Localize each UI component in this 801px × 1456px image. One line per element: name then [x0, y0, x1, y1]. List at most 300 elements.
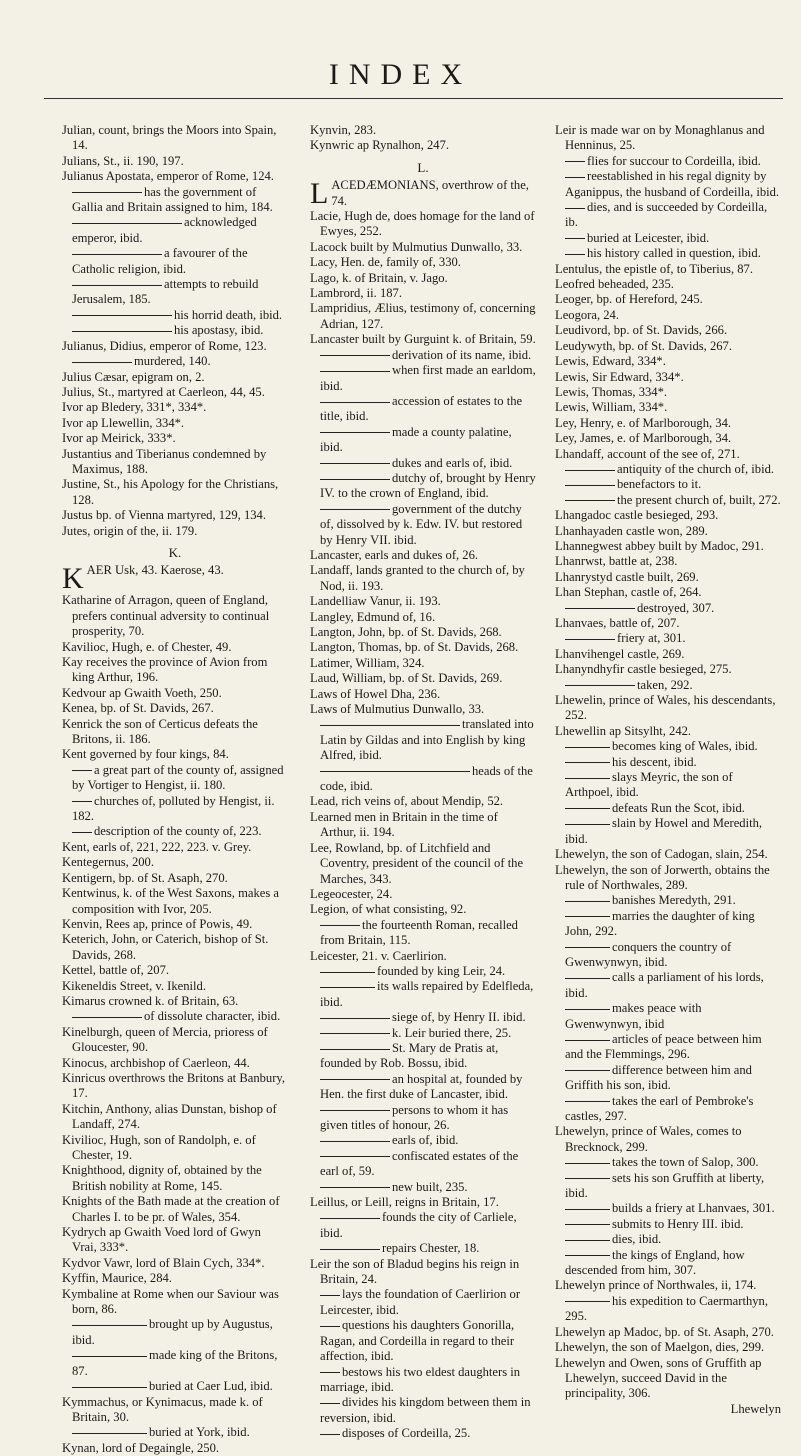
index-entry: Lhandaff, account of the see of, 271.	[555, 446, 740, 461]
entry-text: divides his kingdom between them in reversion, ibid.	[320, 1395, 531, 1425]
entry-text: description of the county of, 223.	[94, 824, 262, 839]
index-entry: Lewis, Edward, 334*.	[555, 354, 666, 369]
index-entry: Knighthood, dignity of, obtained by the British nobility at Rome, 145.	[62, 1163, 262, 1193]
ditto-rule	[565, 1224, 610, 1225]
ditto-rule	[72, 1017, 142, 1018]
index-entry: Leillus, or Leill, reigns in Britain, 17.	[310, 1195, 499, 1210]
ditto-rule	[320, 1326, 340, 1327]
entry-text: persons to whom it has given titles of honour, 26.	[320, 1102, 509, 1132]
index-entry: Lhewelyn and Owen, sons of Gruffith ap Lhewelyn, succeed David in the principality, 306.	[555, 1355, 762, 1401]
index-entry: Lhan Stephan, castle of, 264.	[555, 585, 702, 600]
index-subentry	[310, 1180, 536, 1195]
index-title: INDEX	[328, 58, 473, 91]
entry-text: defeats Run the Scot, ibid.	[612, 800, 745, 815]
index-entry: Leicester, 21. v. Caerlirion.	[310, 948, 447, 963]
index-entry: Laws of Mulmutius Dunwallo, 33.	[310, 702, 485, 717]
index-entry: Kimarus crowned k. of Britain, 63.	[62, 993, 239, 1008]
index-subentry	[555, 1155, 781, 1170]
entry-text: his descent, ibid.	[612, 754, 697, 769]
ditto-rule	[565, 1240, 610, 1241]
ditto-rule	[72, 832, 92, 833]
index-entry: Kentwinus, k. of the West Saxons, makes a composition with Ivor, 205.	[62, 886, 280, 916]
index-entry: Lentulus, the epistle of, to Tiberius, 87.	[555, 261, 753, 276]
ditto-rule	[320, 1049, 390, 1050]
index-entry: Lacy, Hen. de, family of, 330.	[310, 255, 461, 270]
entry-text: slain by Howel and Meredith, ibid.	[565, 816, 763, 846]
index-subentry	[310, 1318, 536, 1364]
ditto-rule	[320, 1156, 390, 1157]
entry-text: of dissolute character, ibid.	[144, 1009, 281, 1024]
index-subentry	[555, 169, 781, 200]
header-rule	[44, 98, 783, 99]
index-subentry	[555, 1094, 781, 1125]
entry-text: attempts to rebuild Jerusalem, 185.	[72, 277, 259, 307]
index-entry: Kentegernus, 200.	[62, 855, 154, 870]
index-subentry	[62, 246, 288, 277]
ditto-rule	[565, 808, 610, 809]
index-entry: Kyffin, Maurice, 284.	[62, 1271, 172, 1286]
index-subentry	[62, 308, 288, 323]
entry-text: derivation of its name, ibid.	[392, 347, 532, 362]
index-entry	[62, 562, 288, 596]
index-entry: Lewis, William, 334*.	[555, 400, 668, 415]
index-entry: Lhanvaes, battle of, 207.	[555, 616, 680, 630]
entry-text: new built, 235.	[392, 1179, 468, 1194]
index-subentry	[62, 824, 288, 839]
entry-text: dies, and is succeeded by Cordeilla, ib.	[565, 200, 768, 230]
catchword: Lhewelyn	[730, 1401, 781, 1416]
index-subentry	[555, 601, 781, 616]
index-entry: Kavilioc, Hugh, e. of Chester, 49.	[62, 639, 232, 654]
entry-text: made a county palatine, ibid.	[320, 424, 512, 455]
index-entry: Julians, St., ii. 190, 197.	[62, 153, 184, 168]
ditto-rule	[565, 762, 610, 763]
index-subentry	[310, 394, 536, 425]
index-entry: Lhanhayaden castle won, 289.	[555, 523, 708, 538]
entry-text: accession of estates to the title, ibid.	[320, 393, 523, 424]
ditto-rule	[72, 1356, 147, 1357]
entry-text: St. Mary de Pratis at, founded by Rob. Bossu, ibid.	[320, 1040, 499, 1071]
index-entry: Leoger, bp. of Hereford, 245.	[555, 292, 703, 307]
index-subentry	[310, 348, 536, 363]
index-subentry	[555, 755, 781, 770]
ditto-rule	[320, 1218, 380, 1219]
entry-text: when first made an earldom, ibid.	[320, 363, 536, 393]
index-entry: Langley, Edmund of, 16.	[310, 609, 436, 624]
index-entry: Kinricus overthrows the Britons at Banbury, 17.	[62, 1070, 286, 1101]
index-subentry	[555, 801, 781, 816]
index-entry: Kynvin, 283.	[310, 123, 377, 137]
entry-text: translated into Latin by Gildas and into English by king Alfred, ibid.	[320, 717, 534, 763]
index-subentry	[62, 1317, 288, 1348]
index-entry: Ivor ap Bledery, 331*, 334*.	[62, 400, 207, 415]
ditto-rule	[565, 778, 610, 779]
ditto-rule	[72, 254, 162, 255]
ditto-rule	[565, 1163, 610, 1164]
index-subentry	[310, 363, 536, 394]
ditto-rule	[320, 1079, 390, 1080]
entry-text: builds a friery at Lhanvaes, 301.	[612, 1201, 775, 1216]
entry-text: antiquity of the church of, ibid.	[617, 461, 775, 476]
ditto-rule	[565, 685, 635, 686]
index-entry: Ley, James, e. of Marlborough, 34.	[555, 431, 732, 446]
index-column-3	[555, 123, 781, 1416]
ditto-rule	[72, 285, 162, 286]
index-entry: Leudivord, bp. of St. Davids, 266.	[555, 323, 728, 338]
index-subentry	[310, 1241, 536, 1256]
index-entry: Kent governed by four kings, 84.	[62, 747, 229, 762]
ditto-rule	[565, 1301, 610, 1302]
index-subentry	[555, 739, 781, 754]
ditto-rule	[320, 355, 390, 356]
entry-text: takes the earl of Pembroke's castles, 297.	[565, 1093, 754, 1123]
entry-text: the fourteenth Roman, recalled from Britain, 115.	[320, 917, 518, 948]
ditto-rule	[320, 925, 360, 926]
ditto-rule	[320, 1249, 380, 1250]
index-subentry	[555, 1294, 781, 1325]
entry-text: dukes and earls of, ibid.	[392, 455, 513, 470]
index-subentry	[555, 940, 781, 971]
ditto-rule	[565, 978, 610, 979]
index-entry: Kenrick the son of Certicus defeats the Britons, ii. 186.	[62, 716, 258, 747]
index-subentry	[310, 1072, 536, 1103]
entry-text: the present church of, built, 272.	[617, 492, 781, 507]
ditto-rule	[320, 371, 390, 372]
index-subentry	[555, 1171, 781, 1202]
ditto-rule	[320, 987, 375, 988]
entry-text: lays the foundation of Caerlirion or Leircester, ibid.	[320, 1287, 521, 1317]
ditto-rule	[320, 1295, 340, 1296]
index-entry: Leogora, 24.	[555, 307, 619, 322]
index-subentry	[555, 246, 781, 261]
index-subentry	[310, 502, 536, 548]
ditto-rule	[320, 1033, 390, 1034]
entry-text: the kings of England, how descended from him, 307.	[565, 1247, 745, 1278]
ditto-rule	[565, 500, 615, 501]
entry-text: benefactors to it.	[617, 477, 702, 492]
entry-text: brought up by Augustus, ibid.	[72, 1317, 273, 1347]
entry-text: takes the town of Salop, 300.	[612, 1155, 759, 1170]
index-subentry	[310, 1026, 536, 1041]
ditto-rule	[72, 801, 92, 802]
index-entry: Laws of Howel Dha, 236.	[310, 686, 441, 701]
index-subentry	[310, 1395, 536, 1426]
entry-text: conquers the country of Gwenwynwyn, ibid.	[565, 939, 732, 969]
entry-text: his expedition to Caermarthyn, 295.	[565, 1293, 768, 1324]
index-entry: Leir is made war on by Monaghlanus and Henninus, 25.	[555, 123, 765, 153]
index-subentry	[555, 909, 781, 940]
index-subentry	[555, 462, 781, 477]
entry-text: acknowledged emperor, ibid.	[72, 215, 257, 245]
index-entry: Lancaster built by Gurguint k. of Britain, 59.	[310, 332, 536, 347]
entry-text: disposes of Cordeilla, 25.	[342, 1426, 471, 1441]
ditto-rule	[565, 916, 610, 917]
index-entry: Kinocus, archbishop of Caerleon, 44.	[62, 1055, 250, 1070]
index-entry: Lacock built by Mulmutius Dunwallo, 33.	[310, 239, 523, 254]
index-subentry	[310, 456, 536, 471]
index-subentry	[62, 1009, 288, 1024]
index-subentry	[310, 764, 536, 795]
index-subentry	[555, 1217, 781, 1232]
drop-cap: K	[62, 562, 84, 596]
index-entry: Julian, count, brings the Moors into Spain, 14.	[62, 123, 277, 153]
index-subentry	[310, 425, 536, 456]
index-entry: Latimer, William, 324.	[310, 655, 425, 670]
index-entry: Kenea, bp. of St. Davids, 267.	[62, 701, 214, 716]
index-subentry	[62, 794, 288, 825]
index-entry: Ley, Henry, e. of Marlborough, 34.	[555, 415, 732, 430]
index-subentry	[555, 1248, 781, 1279]
entry-text: his history called in question, ibid.	[587, 246, 761, 261]
entry-text: government of the dutchy of, dissolved by k. Edw. IV. but restored by Henry VII. ibid.	[320, 501, 523, 547]
entry-text: marries the daughter of king John, 292.	[565, 908, 755, 939]
index-subentry	[555, 200, 781, 231]
ditto-rule	[320, 1434, 340, 1435]
index-entry: Learned men in Britain in the time of Arthur, ii. 194.	[310, 809, 498, 840]
index-entry: Lhewellin ap Sitsylht, 242.	[555, 723, 692, 738]
entry-text: sets his son Gruffith at liberty, ibid.	[565, 1170, 765, 1201]
index-subentry	[310, 1133, 536, 1148]
index-entry: Lead, rich veins of, about Mendip, 52.	[310, 794, 504, 809]
ditto-rule	[565, 485, 615, 486]
index-entry: Kymmachus, or Kynimacus, made k. of Britain, 30.	[62, 1394, 263, 1424]
index-entry: Lhangadoc castle besieged, 293.	[555, 508, 719, 523]
index-subentry	[555, 970, 781, 1001]
ditto-rule	[565, 639, 615, 640]
entry-text: ACEDÆMONIANS, overthrow of the, 74.	[331, 178, 529, 208]
ditto-rule	[565, 824, 610, 825]
ditto-rule	[72, 223, 182, 224]
entry-text: siege of, by Henry II. ibid.	[392, 1010, 526, 1025]
index-subentry	[555, 1032, 781, 1063]
index-subentry	[62, 763, 288, 794]
ditto-rule	[565, 1178, 610, 1179]
index-subentry	[555, 631, 781, 646]
ditto-rule	[320, 1403, 340, 1404]
index-entry: Julianus, Didius, emperor of Rome, 123.	[62, 338, 267, 353]
index-entry: Lhanvihengel castle, 269.	[555, 646, 685, 661]
entry-text: calls a parliament of his lords, ibid.	[565, 970, 764, 1000]
ditto-rule	[72, 1433, 147, 1434]
ditto-rule	[565, 1255, 610, 1256]
ditto-rule	[565, 1101, 610, 1102]
index-entry: Laud, William, bp. of St. Davids, 269.	[310, 671, 503, 686]
entry-text: murdered, 140.	[134, 354, 211, 369]
index-subentry	[555, 1232, 781, 1247]
ditto-rule	[72, 1325, 147, 1326]
index-entry: Kynan, lord of Degaingle, 250.	[62, 1440, 220, 1455]
index-entry: Lhewelyn prince of Northwales, ii, 174.	[555, 1278, 757, 1293]
entry-text: dies, ibid.	[612, 1232, 662, 1247]
index-entry: Lampridius, Ælius, testimony of, concerning Adrian, 127.	[310, 301, 536, 331]
index-entry: Justantius and Tiberianus condemned by Maximus, 188.	[62, 446, 267, 476]
index-entry: Lewis, Thomas, 334*.	[555, 384, 668, 399]
index-subentry	[555, 477, 781, 492]
index-entry: Kent, earls of, 221, 222, 223. v. Grey.	[62, 839, 252, 854]
entry-text: banishes Meredyth, 291.	[612, 893, 736, 908]
index-subentry	[555, 1201, 781, 1216]
entry-text: difference between him and Griffith his son, ibid.	[565, 1062, 752, 1093]
ditto-rule	[565, 608, 635, 609]
index-subentry	[310, 717, 536, 763]
index-entry: Julianus Apostata, emperor of Rome, 124.	[62, 169, 274, 184]
index-entry: Kymbaline at Rome when our Saviour was born, 86.	[62, 1286, 279, 1317]
entry-text: articles of peace between him and the Flemmings, 296.	[565, 1031, 762, 1062]
index-entry: Legion, of what consisting, 92.	[310, 902, 467, 917]
index-subentry	[310, 1365, 536, 1396]
index-subentry	[555, 678, 781, 693]
index-entry: Legeocester, 24.	[310, 886, 393, 901]
index-subentry	[555, 1063, 781, 1094]
index-entry: Kikeneldis Street, v. Ikenild.	[62, 978, 206, 993]
index-entry: Justus bp. of Vienna martyred, 129, 134.	[62, 508, 266, 523]
index-entry: Lhanrystyd castle built, 269.	[555, 569, 699, 584]
ditto-rule	[565, 1040, 610, 1041]
entry-text: repairs Chester, 18.	[382, 1241, 480, 1256]
ditto-rule	[72, 331, 172, 332]
index-subentry	[310, 979, 536, 1010]
index-subentry	[310, 1210, 536, 1241]
ditto-rule	[72, 315, 172, 316]
entry-text: becomes king of Wales, ibid.	[612, 739, 758, 754]
index-subentry	[555, 1001, 781, 1032]
ditto-rule	[565, 208, 585, 209]
entry-text: k. Leir buried there, 25.	[392, 1025, 512, 1040]
entry-text: confiscated estates of the earl of, 59.	[320, 1148, 519, 1179]
index-subentry	[555, 816, 781, 847]
entry-text: dutchy of, brought by Henry IV. to the crown of England, ibid.	[320, 470, 536, 501]
entry-text: slays Meyric, the son of Arthpoel, ibid.	[565, 770, 733, 800]
index-subentry	[555, 770, 781, 801]
entry-text: flies for succour to Cordeilla, ibid.	[587, 153, 761, 168]
index-entry: Leudywyth, bp. of St. Davids, 267.	[555, 338, 733, 353]
ditto-rule	[565, 1070, 610, 1071]
ditto-rule	[320, 479, 390, 480]
section-letter: K.	[168, 544, 182, 560]
index-entry: Lancaster, earls and dukes of, 26.	[310, 547, 479, 562]
ditto-rule	[320, 725, 460, 726]
index-subentry	[62, 1425, 288, 1440]
index-entry: Kenvin, Rees ap, prince of Powis, 49.	[62, 916, 253, 931]
ditto-rule	[72, 770, 92, 771]
index-entry: Justine, St., his Apology for the Christians, 128.	[62, 477, 279, 507]
entry-text: his apostasy, ibid.	[174, 323, 264, 338]
index-entry: Lee, Rowland, bp. of Litchfield and Coventry, president of the council of the Marches, 343.	[310, 840, 524, 886]
ditto-rule	[320, 402, 390, 403]
index-subentry	[310, 471, 536, 502]
ditto-rule	[320, 1018, 390, 1019]
ditto-rule	[320, 1141, 390, 1142]
ditto-rule	[565, 1009, 610, 1010]
entry-text: friery at, 301.	[617, 631, 686, 646]
drop-cap: L	[310, 177, 329, 211]
index-entry: Knights of the Bath made at the creation of Charles I. to be pr. of Wales, 354.	[62, 1194, 280, 1224]
entry-text: makes peace with Gwenwynwyn, ibid	[565, 1001, 702, 1031]
index-column-2	[310, 123, 536, 1441]
ditto-rule	[565, 901, 610, 902]
entry-text: taken, 292.	[637, 677, 693, 692]
ditto-rule	[72, 362, 132, 363]
index-entry: Jutes, origin of the, ii. 179.	[62, 523, 198, 538]
index-entry: Lhewelyn, the son of Jorwerth, obtains the rule of Northwales, 289.	[555, 862, 770, 892]
ditto-rule	[565, 238, 585, 239]
ditto-rule	[72, 1387, 147, 1388]
ditto-rule	[565, 1209, 610, 1210]
section-letter: L.	[417, 159, 429, 175]
index-subentry	[310, 1010, 536, 1025]
index-entry: Keterich, John, or Caterich, bishop of St. Davids, 268.	[62, 932, 269, 962]
entry-text: bestows his two eldest daughters in marriage, ibid.	[320, 1364, 521, 1394]
ditto-rule	[320, 463, 390, 464]
index-subentry	[555, 493, 781, 508]
index-subentry	[310, 1426, 536, 1441]
entry-text: an hospital at, founded by Hen. the first duke of Lancaster, ibid.	[320, 1071, 523, 1102]
index-entry	[310, 178, 536, 209]
index-entry: Julius, St., martyred at Caerleon, 44, 45.	[62, 384, 265, 399]
index-entry: Kydrych ap Gwaith Voed lord of Gwyn Vrai, 333*.	[62, 1225, 261, 1255]
entry-text: earls of, ibid.	[392, 1133, 459, 1148]
index-entry: Julius Cæsar, epigram on, 2.	[62, 369, 205, 384]
ditto-rule	[565, 254, 585, 255]
index-subentry	[310, 918, 536, 949]
entry-text: has the government of Gallia and Britain assigned to him, 184.	[72, 184, 273, 215]
index-subentry	[555, 231, 781, 246]
index-subentry	[310, 964, 536, 979]
index-subentry	[555, 154, 781, 169]
ditto-rule	[320, 771, 470, 772]
entry-text: founded by king Leir, 24.	[377, 963, 506, 978]
index-entry: Lhewelyn, the son of Cadogan, slain, 254.	[555, 847, 768, 862]
index-entry: Kynwric ap Rynalhon, 247.	[310, 138, 450, 153]
entry-text: buried at York, ibid.	[149, 1425, 250, 1440]
index-entry: Katharine of Arragon, queen of England, prefers continual adversity to continual prosperity, 70.	[62, 593, 270, 639]
index-subentry	[62, 1348, 288, 1379]
index-entry: Ivor ap Meirick, 333*.	[62, 431, 176, 446]
index-entry: Kay receives the province of Avion from king Arthur, 196.	[62, 655, 268, 685]
index-column-1	[62, 123, 288, 1455]
index-entry: Lambrord, ii. 187.	[310, 286, 402, 301]
entry-text: a great part of the county of, assigned by Vortiger to Hengist, ii. 180.	[72, 762, 284, 793]
index-entry: Kitchin, Anthony, alias Dunstan, bishop of Landaff, 274.	[62, 1101, 277, 1132]
index-entry: Langton, John, bp. of St. Davids, 268.	[310, 625, 502, 639]
entry-text: founds the city of Carliele, ibid.	[320, 1210, 517, 1240]
index-subentry	[310, 1287, 536, 1318]
ditto-rule	[320, 1110, 390, 1111]
entry-text: questions his daughters Gonorilla, Ragan, and Cordeilla in regard to their affection, ibid.	[320, 1318, 515, 1364]
index-entry: Leofred beheaded, 235.	[555, 277, 674, 292]
ditto-rule	[565, 747, 610, 748]
entry-text: buried at Leicester, ibid.	[587, 230, 710, 245]
index-entry: Landaff, lands granted to the church of, by Nod, ii. 193.	[310, 563, 525, 593]
index-subentry	[62, 1379, 288, 1394]
index-entry: Lhewelin, prince of Wales, his descendants, 252.	[555, 693, 776, 723]
ditto-rule	[565, 470, 615, 471]
index-entry: Kivilioc, Hugh, son of Randolph, e. of Chester, 19.	[62, 1132, 256, 1162]
index-entry: Langton, Thomas, bp. of St. Davids, 268.	[310, 640, 519, 655]
index-entry: Lhewelyn ap Madoc, bp. of St. Asaph, 270.	[555, 1324, 774, 1339]
ditto-rule	[565, 947, 610, 948]
index-subentry	[62, 215, 288, 246]
index-entry: Lacie, Hugh de, does homage for the land of Ewyes, 252.	[310, 209, 535, 239]
entry-text: churches of, polluted by Hengist, ii. 182.	[72, 793, 275, 824]
entry-text: reestablished in his regal dignity by Aganippus, the husband of Cordeilla, ibid.	[565, 169, 780, 199]
index-subentry	[310, 1041, 536, 1072]
index-entry: Kettel, battle of, 207.	[62, 963, 170, 978]
ditto-rule	[320, 1187, 390, 1188]
ditto-rule	[320, 1372, 340, 1373]
index-entry: Lhewelyn, the son of Maelgon, dies, 299.	[555, 1340, 765, 1355]
entry-text: his horrid death, ibid.	[174, 307, 283, 322]
